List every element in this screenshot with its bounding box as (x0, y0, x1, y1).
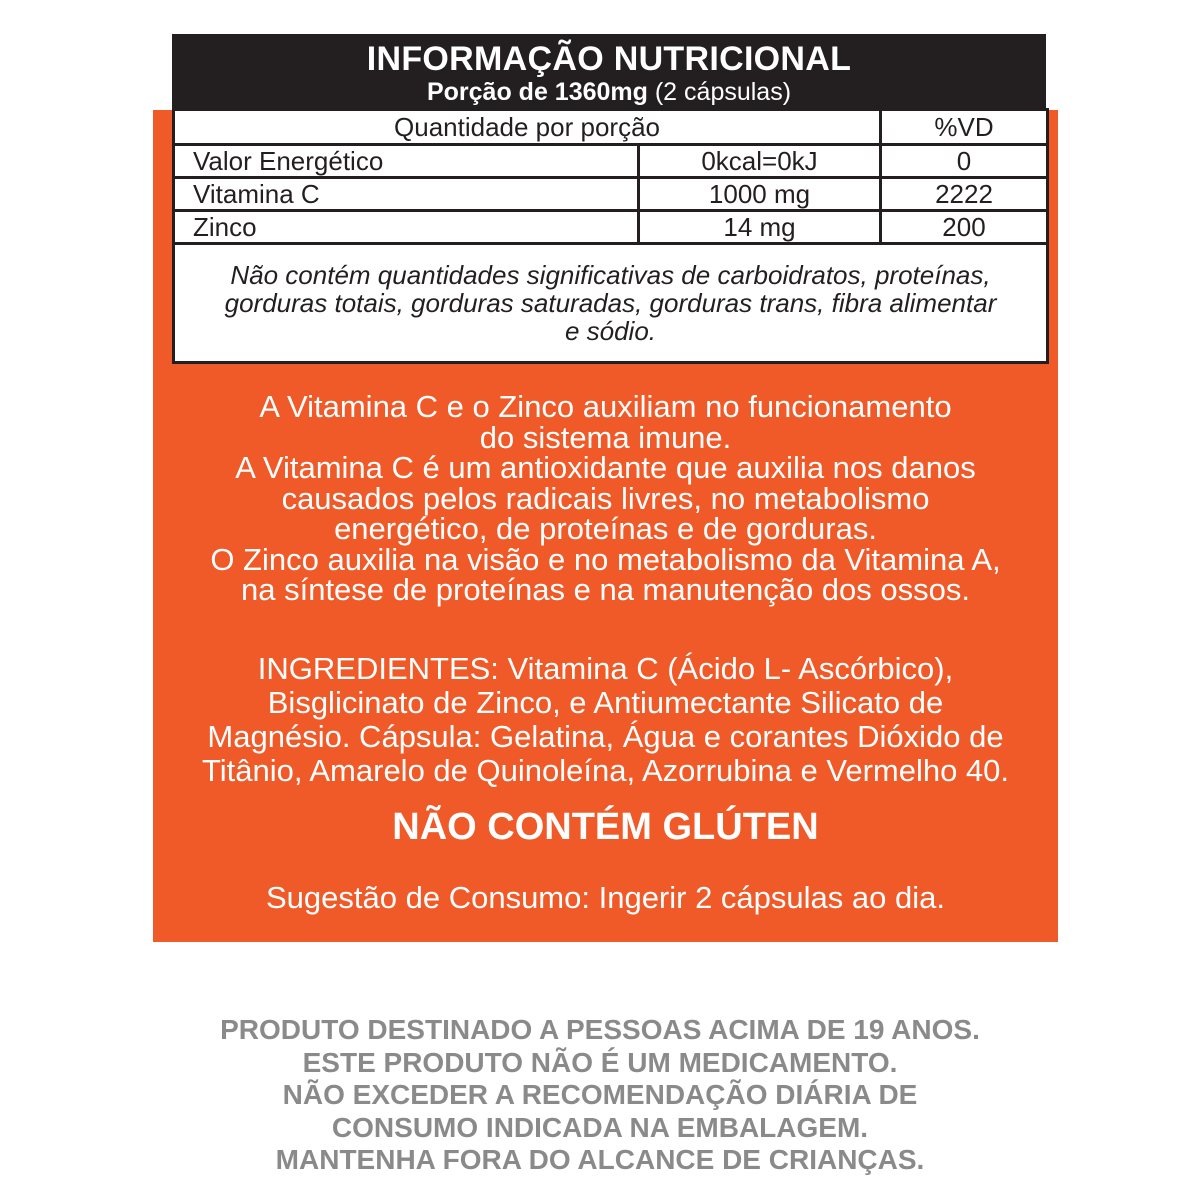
warning-line: NÃO EXCEDER A RECOMENDAÇÃO DIÁRIA DE (282, 1079, 918, 1110)
table-row (174, 178, 1048, 211)
ingredients-line: Titânio, Amarelo de Quinoleína, Azorrubina e Vermelho 40. (201, 753, 1010, 788)
table-header-row (174, 110, 1048, 145)
ingredients-list (153, 652, 1058, 788)
ingredients-line: INGREDIENTES: Vitamina C (Ácido L- Ascórbico), (257, 651, 954, 686)
nutrient-name: Zinco (174, 211, 639, 244)
gluten-free-statement: NÃO CONTÉM GLÚTEN (392, 806, 819, 848)
claim-line: A Vitamina C é um antioxidante que auxilia nos danos (235, 450, 976, 485)
column-header-vd: %VD (881, 110, 1048, 145)
column-header-quantity: Quantidade por porção (174, 110, 881, 145)
serving-size-capsules: (2 cápsulas) (654, 78, 792, 106)
nutrition-header (172, 34, 1046, 108)
claim-line: do sistema imune. (479, 419, 732, 455)
nutrition-note: Não contém quantidades significativas de carboidratos, proteínas, gorduras totais, gorduras saturadas, gorduras trans, fibra alimentar e sódio. (174, 244, 1048, 363)
claim-line: energético, de proteínas e de gorduras. (334, 511, 877, 546)
nutrient-amount: 14 mg (639, 211, 881, 244)
nutrition-title: INFORMAÇÃO NUTRICIONAL (366, 40, 852, 78)
nutrient-amount: 1000 mg (639, 178, 881, 211)
claim-line: A Vitamina C e o Zinco auxiliam no funcionamento (259, 389, 952, 424)
nutrient-vd: 200 (881, 211, 1048, 244)
nutrient-vd: 0 (881, 145, 1048, 178)
table-row (174, 145, 1048, 178)
warning-line: ESTE PRODUTO NÃO É UM MEDICAMENTO. (302, 1046, 898, 1078)
ingredients-line: Magnésio. Cápsula: Gelatina, Água e corantes Dióxido de (207, 719, 1004, 754)
nutrient-amount: 0kcal=0kJ (639, 145, 881, 178)
warning-line: MANTENHA FORA DO ALCANCE DE CRIANÇAS. (275, 1144, 925, 1175)
table-row (174, 211, 1048, 244)
warnings-block (100, 1014, 1100, 1177)
claim-line: causados pelos radicais livres, no metabolismo (281, 480, 930, 516)
nutrition-table (172, 108, 1049, 364)
health-claims (153, 389, 1058, 607)
claim-line: O Zinco auxilia na visão e no metabolismo da Vitamina A, (210, 541, 1001, 577)
serving-size (172, 78, 1046, 107)
usage-suggestion: Sugestão de Consumo: Ingerir 2 cápsulas ao dia. (266, 880, 945, 915)
nutrient-name: Vitamina C (174, 178, 639, 211)
nutrient-vd: 2222 (881, 178, 1048, 211)
claim-line: na síntese de proteínas e na manutenção dos ossos. (241, 572, 970, 607)
warning-line: PRODUTO DESTINADO A PESSOAS ACIMA DE 19 ANOS. (220, 1014, 980, 1045)
nutrient-name: Valor Energético (174, 145, 639, 178)
serving-size-bold: Porção de 1360mg (426, 78, 648, 106)
warning-line: CONSUMO INDICADA NA EMBALAGEM. (331, 1111, 869, 1143)
table-note-row (174, 244, 1048, 363)
ingredients-line: Bisglicinato de Zinco, e Antiumectante Silicato de (267, 685, 944, 720)
